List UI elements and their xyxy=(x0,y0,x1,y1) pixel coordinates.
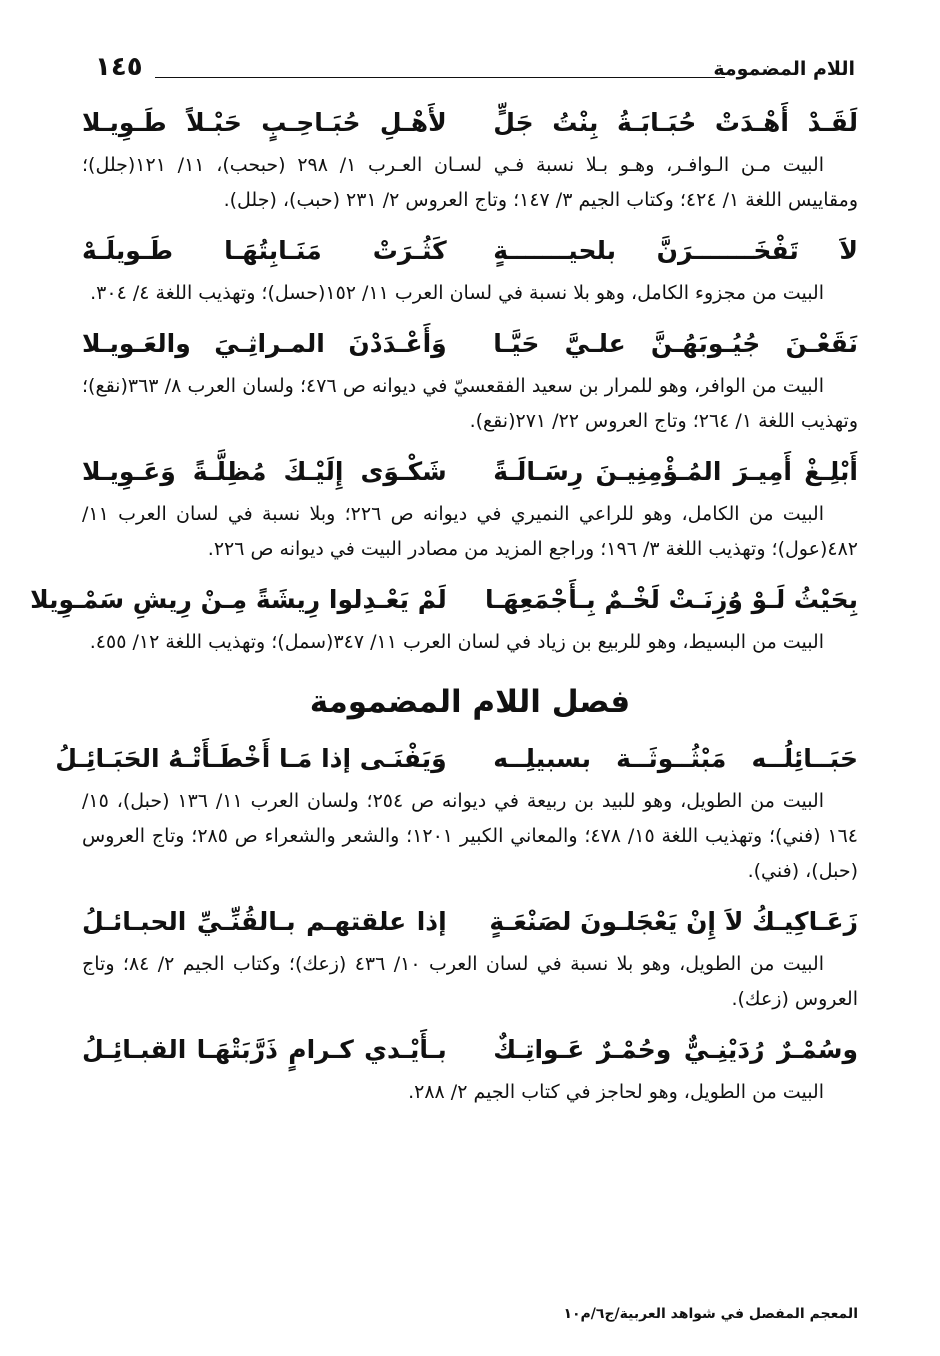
verse-commentary: البيت من الوافر، وهو للمرار بن سعيد الفقعسيّ في ديوانه ص ٤٧٦؛ ولسان العرب ٨/ ٣٦٣(نقع)؛ وتهذيب اللغة ١/ ٢٦٤؛ وتاج العروس ٢٢/ ٢٧١(نقع). xyxy=(82,375,858,432)
verse-second-hemistich: كَثُـرَتْ مَنَـابِتُهَـا طَـويلَـهْ xyxy=(82,236,447,265)
verse-entry xyxy=(82,321,858,439)
verse-entry xyxy=(82,449,858,567)
verse-second-hemistich: شَكْـوَى إِلَيْـكَ مُظِلَّـةً وَعَـوِيـلا xyxy=(82,457,447,486)
verse-second-hemistich: إذا علقتهـم بـالقُنِّـيِّ الحبـائـلُ xyxy=(82,907,447,936)
verse-commentary: البيت من الطويل، وهو لحاجز في كتاب الجيم ٢/ ٢٨٨. xyxy=(408,1081,824,1103)
verse-first-hemistich: نَقَعْـنَ جُيُـوبَهُـنَّ علـيَّ حَيَّـا xyxy=(493,329,858,358)
verse-commentary: البيت من مجزوء الكامل، وهو بلا نسبة في لسان العرب ١١/ ١٥٢(حسل)؛ وتهذيب اللغة ٤/ ٣٠٤. xyxy=(90,282,824,304)
verse-line xyxy=(82,321,858,367)
verse-entry xyxy=(82,100,858,218)
verse-first-hemistich: بِحَيْثُ لَـوْ وُزِنَـتْ لَخْـمٌ بِـأَجْمَعِهَـا xyxy=(484,585,858,614)
verse-entry xyxy=(55,736,858,889)
header-rule xyxy=(155,77,725,78)
verse-second-hemistich: لَمْ يَعْـدِلوا رِيشَةً مِـنْ رِيشِ سَمْـوِيلا xyxy=(30,585,447,614)
verse-line xyxy=(55,736,858,782)
verse-line xyxy=(82,100,858,146)
verse-commentary: البيت من الكامل، وهو للراعي النميري في ديوانه ص ٢٢٦؛ وبلا نسبة في لسان العرب ١١/ ٤٨٢(عول)؛ وتهذيب اللغة ٣/ ١٩٦؛ وراجع المزيد من مصادر البيت في ديوانه ص ٢٢٦. xyxy=(82,503,858,560)
verse-second-hemistich: بـأَيْـدي كـرامٍ ذَرَّبَتْهَـا القبـائِـلُ xyxy=(82,1035,447,1064)
verse-commentary: البيت من البسيط، وهو للربيع بن زياد في لسان العرب ١١/ ٣٤٧(سمل)؛ وتهذيب اللغة ١٢/ ٤٥٥. xyxy=(89,631,824,653)
page-body xyxy=(30,100,858,1120)
verse-second-hemistich: وَأَعْـدَدْنَ المـراثِـيَ والعَـويـلا xyxy=(82,329,447,358)
verse-entry xyxy=(82,899,858,1017)
verse-commentary: البيت من الطويل، وهو بلا نسبة في لسان العرب ١٠/ ٤٣٦ (زعك)؛ وكتاب الجيم ٢/ ٨٤؛ وتاج العروس (زعك). xyxy=(82,953,858,1010)
verse-first-hemistich: حَبَــائِلُــه مَبْثُــوثَــة بسبيلِــه xyxy=(493,744,858,773)
verse-line xyxy=(30,577,858,623)
verse-entry xyxy=(82,228,858,311)
header-title: اللام المضمومة xyxy=(713,58,855,80)
verse-second-hemistich: وَيَفْنَـى إذا مَـا أَخْطَـأَتْـهُ الحَبَـائِـلُ xyxy=(55,744,447,773)
verse-entry xyxy=(30,577,858,660)
verse-line xyxy=(82,899,858,945)
verse-commentary: البيت من الطويل، وهو للبيد بن ربيعة في ديوانه ص ٢٥٤؛ ولسان العرب ١١/ ١٣٦ (حبل)، ١٥/ ١٦٤ (فني)؛ وتهذيب اللغة ١٥/ ٤٧٨؛ والمعاني الكبير ١٢٠١؛ والشعر والشعراء ص ٢٨٥؛ وتاج العروس (حبل)، (فني). xyxy=(82,790,858,882)
verse-first-hemistich: أَبْلِـغْ أَمِيـرَ المُـؤْمِنِيـنَ رِسَـالَـةً xyxy=(493,457,858,486)
verse-commentary: البيت مـن الـوافـر، وهـو بـلا نسبة فـي لسـان العـرب ١/ ٢٩٨ (حبحب)، ١١/ ١٢١(جلل)؛ ومقاييس اللغة ١/ ٤٢٤؛ وكتاب الجيم ٣/ ١٤٧؛ وتاج العروس ٢/ ٢٣١ (حبب)، (جلل). xyxy=(82,154,858,211)
page-number: ١٤٥ xyxy=(95,52,143,82)
footer-signature: المعجم المفصل في شواهد العربية/ج٦/م١٠ xyxy=(563,1306,858,1322)
verse-line xyxy=(82,449,858,495)
section-heading: فصل اللام المضمومة xyxy=(309,684,631,720)
verse-first-hemistich: لَقَـدْ أَهْـدَتْ حُبَـابَـةُ بِنْتُ جَلٍّ xyxy=(493,108,858,137)
verse-first-hemistich: زَعَـاكِيـكُ لاَ إِنْ يَعْجَلـونَ لصَنْعَـةٍ xyxy=(489,907,858,936)
running-header xyxy=(95,50,855,84)
verse-second-hemistich: لأَهْـلِ حُبَـاحِـبٍ حَبْـلاً طَـوِيـلا xyxy=(82,108,447,137)
verse-first-hemistich: لاَ تَفْخَـــــــرَنَّ بلحيـــــــةٍ xyxy=(493,236,858,265)
verse-first-hemistich: وسُمْـرٌ رُدَيْنِـيٌّ وحُمْـرٌ عَـواتِـكٌ xyxy=(493,1035,858,1064)
verse-line xyxy=(82,228,858,274)
verse-entry xyxy=(82,1027,858,1110)
verse-line xyxy=(82,1027,858,1073)
